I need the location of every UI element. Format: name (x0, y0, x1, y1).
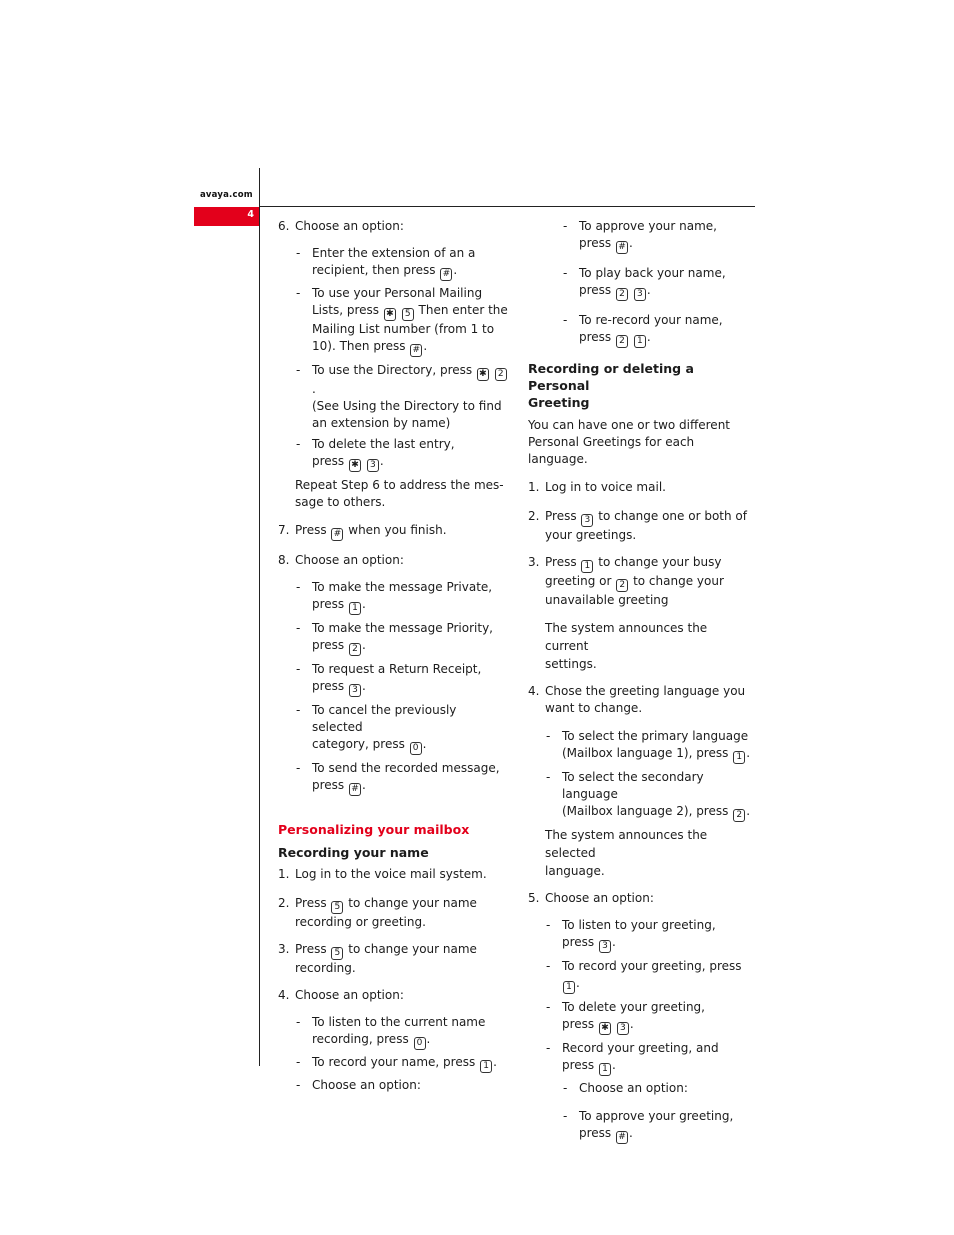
option-text: Mailing List number (from 1 to (312, 322, 495, 336)
step-text: Press (295, 896, 327, 910)
dash: - (296, 1015, 301, 1029)
step-text: to change your (633, 574, 724, 588)
punct: . (629, 1017, 634, 1031)
greeting-step-3 (528, 554, 754, 609)
dash: - (296, 363, 301, 377)
punct: . (646, 330, 651, 344)
key-5: 5 (402, 308, 414, 321)
punct: . (612, 935, 616, 949)
key-3: 3 (634, 288, 646, 301)
option-text: To play back your name, (579, 266, 726, 280)
option-text: To approve your greeting, (579, 1109, 734, 1123)
punct: . (423, 339, 428, 353)
punct: . (379, 454, 384, 468)
step-text: Choose an option: (545, 891, 654, 905)
dash: - (563, 219, 568, 233)
option-text: press (579, 236, 612, 250)
dash: - (296, 286, 301, 300)
option-private (278, 579, 510, 615)
heading-text: Recording or deleting a Personal (528, 361, 694, 393)
option-text: To re-record your name, (579, 313, 723, 327)
option-text: 10). Then press (312, 339, 406, 353)
key-hash: # (331, 528, 343, 541)
option-text: To use your Personal Mailing (312, 286, 483, 300)
step-7 (278, 522, 510, 541)
key-star: ✱ (599, 1022, 611, 1035)
punct: . (746, 804, 751, 818)
note-text: language. (545, 864, 605, 878)
key-hash: # (440, 268, 452, 281)
current-settings-note (528, 619, 754, 673)
option-send-message (278, 760, 510, 796)
option-text: Then enter the (418, 303, 508, 317)
step-number: 7. (278, 523, 290, 537)
step-number: 3. (278, 942, 290, 956)
step-text: Press (295, 523, 327, 537)
intro-text: You can have one or two different (528, 418, 731, 432)
key-1: 1 (349, 602, 361, 615)
step-text: Choose an option: (295, 219, 404, 233)
option-text: press (579, 283, 612, 297)
option-text: an extension by name) (312, 416, 451, 430)
punct: . (576, 976, 580, 990)
key-star: ✱ (384, 308, 396, 321)
selected-language-note (528, 826, 754, 880)
punct: . (493, 1055, 497, 1069)
option-mailing-lists (278, 285, 510, 357)
dash: - (546, 729, 551, 743)
option-text: Choose an option: (579, 1081, 688, 1095)
option-directory (278, 362, 510, 432)
punct: . (362, 597, 366, 611)
subsection-title: Recording your name (278, 845, 429, 860)
dash: - (296, 580, 301, 594)
option-text: press (562, 1058, 595, 1072)
key-3: 3 (367, 459, 379, 472)
option-text: To record your greeting, press (562, 959, 742, 973)
key-2: 2 (349, 643, 361, 656)
option-listen-name (278, 1014, 510, 1050)
step-text: Press (545, 509, 577, 523)
punct: . (612, 1058, 616, 1072)
punct: . (629, 236, 633, 250)
name-step-1 (278, 866, 510, 883)
option-text: press (579, 330, 612, 344)
name-step-4 (278, 987, 510, 1004)
option-text: Record your greeting, and (562, 1041, 719, 1055)
option-text: Enter the extension of an a (312, 246, 476, 260)
option-text: press (562, 1017, 595, 1031)
option-text: To select the primary language (562, 729, 749, 743)
dash: - (546, 770, 551, 784)
option-return-receipt (278, 661, 510, 697)
key-1: 1 (480, 1060, 492, 1073)
step-text: to change your name (348, 942, 477, 956)
name-step-2 (278, 895, 510, 931)
key-2: 2 (616, 579, 628, 592)
dash: - (563, 313, 568, 327)
key-1: 1 (599, 1063, 611, 1076)
key-star: ✱ (477, 368, 489, 381)
greeting-step-5 (528, 890, 754, 907)
dash: - (546, 959, 551, 973)
step-number: 2. (528, 509, 540, 523)
option-listen-greeting (528, 917, 754, 953)
option-text: To record your name, press (312, 1055, 476, 1069)
step-number: 5. (528, 891, 540, 905)
option-play-back-name (528, 265, 754, 301)
dash: - (546, 1000, 551, 1014)
option-text: recording, press (312, 1032, 409, 1046)
option-enter-extension (278, 245, 510, 281)
step-text: to change one or both of (598, 509, 747, 523)
step-text: your greetings. (545, 528, 637, 542)
step-text: Choose an option: (295, 553, 404, 567)
dash: - (296, 761, 301, 775)
step-text: recording. (295, 961, 356, 975)
intro-text: Personal Greetings for each language. (528, 435, 695, 466)
dash: - (296, 1055, 301, 1069)
note-text: settings. (545, 657, 597, 671)
step-text: to change your name (348, 896, 477, 910)
option-choose (278, 1077, 510, 1094)
option-text: press (562, 935, 595, 949)
header-rule (259, 206, 755, 207)
option-text: (See Using the Directory to find (312, 399, 502, 413)
option-re-record-name (528, 312, 754, 348)
option-text: To select the secondary language (562, 770, 704, 801)
punct: . (453, 263, 458, 277)
note-text: Repeat Step 6 to address the mes- (295, 478, 504, 492)
option-text: press (312, 778, 345, 792)
step-text: Chose the greeting language you (545, 684, 746, 698)
key-star: ✱ (349, 459, 361, 472)
dash: - (296, 246, 301, 260)
dash: - (546, 1041, 551, 1055)
section-title: Personalizing your mailbox (278, 822, 470, 837)
punct: . (362, 638, 366, 652)
option-text: To listen to your greeting, (562, 918, 716, 932)
step-text: to change your busy (598, 555, 722, 569)
dash: - (563, 266, 568, 280)
option-delete-greeting (528, 999, 754, 1035)
option-text: Lists, press (312, 303, 380, 317)
key-2: 2 (616, 335, 628, 348)
step-number: 3. (528, 555, 540, 569)
heading-text: Greeting (528, 395, 590, 410)
step-text: recording or greeting. (295, 915, 426, 929)
key-hash: # (616, 1131, 628, 1144)
key-1: 1 (581, 560, 593, 573)
step-6 (278, 218, 510, 235)
option-text: press (579, 1126, 612, 1140)
key-3: 3 (599, 940, 611, 953)
dash: - (296, 662, 301, 676)
option-record-name (278, 1054, 510, 1073)
greeting-heading (528, 360, 754, 411)
key-0: 0 (414, 1037, 426, 1050)
note-text: The system announces the current (545, 621, 708, 653)
option-text: To approve your name, (579, 219, 717, 233)
dash: - (563, 1081, 568, 1095)
option-secondary-language (528, 769, 754, 822)
step-number: 8. (278, 553, 290, 567)
punct: . (746, 746, 751, 760)
step-text: greeting or (545, 574, 612, 588)
step-text: Press (545, 555, 577, 569)
step-number: 2. (278, 896, 290, 910)
key-hash: # (616, 241, 628, 254)
step-text: when you finish. (348, 523, 447, 537)
option-approve-name (528, 218, 754, 254)
option-text: press (312, 597, 345, 611)
step-text: Log in to voice mail. (545, 480, 666, 494)
option-delete-entry (278, 436, 510, 472)
dash: - (296, 703, 301, 717)
punct: . (426, 1032, 431, 1046)
punct: . (362, 778, 366, 792)
option-text: (Mailbox language 2), press (562, 804, 729, 818)
note-text: The system announces the selected (545, 828, 708, 860)
key-1: 1 (733, 751, 745, 764)
site-label: avaya.com (200, 190, 253, 200)
dash: - (296, 1078, 301, 1092)
step-text: Choose an option: (295, 988, 404, 1002)
key-2: 2 (733, 809, 745, 822)
repeat-note (278, 477, 510, 511)
option-text: press (312, 679, 345, 693)
step-text: unavailable greeting (545, 593, 669, 607)
option-text: (Mailbox language 1), press (562, 746, 729, 760)
page-number-tab (194, 207, 259, 226)
option-text: press (312, 638, 345, 652)
dash: - (296, 437, 301, 451)
dash: - (563, 1109, 568, 1123)
option-text: To make the message Private, (312, 580, 493, 594)
dash: - (546, 918, 551, 932)
key-3: 3 (349, 684, 361, 697)
key-hash: # (349, 783, 361, 796)
punct: . (629, 1126, 633, 1140)
option-text: To use the Directory, press (312, 363, 473, 377)
option-text: recipient, then press (312, 263, 436, 277)
option-text: To delete the last entry, (312, 437, 455, 451)
option-cancel-category (278, 702, 510, 755)
step-text: Press (295, 942, 327, 956)
page-number: 4 (247, 209, 254, 220)
step-number: 4. (528, 684, 540, 698)
punct: . (362, 679, 366, 693)
note-text: sage to others. (295, 495, 386, 509)
option-text: To send the recorded message, (312, 761, 500, 775)
key-5: 5 (331, 947, 343, 960)
option-text: To listen to the current name (312, 1015, 486, 1029)
right-column (528, 218, 754, 1144)
dash: - (296, 621, 301, 635)
left-column (278, 218, 510, 1094)
punct: . (312, 382, 316, 396)
step-number: 6. (278, 219, 290, 233)
option-approve-greeting (528, 1108, 754, 1144)
option-record-and-press (528, 1040, 754, 1076)
greeting-step-4 (528, 683, 754, 717)
key-3: 3 (581, 514, 593, 527)
margin-rule-vertical (259, 168, 260, 1066)
option-primary-language (528, 728, 754, 764)
option-text: To request a Return Receipt, (312, 662, 482, 676)
punct: . (422, 737, 427, 751)
greeting-step-2 (528, 508, 754, 544)
step-number: 1. (528, 480, 540, 494)
key-1: 1 (634, 335, 646, 348)
step-text: want to change. (545, 701, 643, 715)
option-text: To cancel the previously selected (312, 703, 457, 734)
key-3: 3 (617, 1022, 629, 1035)
name-step-3 (278, 941, 510, 977)
key-5: 5 (331, 901, 343, 914)
step-number: 4. (278, 988, 290, 1002)
option-text: To delete your greeting, (562, 1000, 705, 1014)
key-2: 2 (616, 288, 628, 301)
step-text: Log in to the voice mail system. (295, 867, 487, 881)
punct: . (646, 283, 651, 297)
option-text: Choose an option: (312, 1078, 421, 1092)
key-hash: # (410, 344, 422, 357)
greeting-intro (528, 417, 754, 468)
option-text: To make the message Priority, (312, 621, 493, 635)
option-text: press (312, 454, 345, 468)
greeting-step-1 (528, 479, 754, 496)
key-1: 1 (563, 981, 575, 994)
option-record-greeting (528, 958, 754, 994)
step-8 (278, 552, 510, 569)
option-priority (278, 620, 510, 656)
step-number: 1. (278, 867, 290, 881)
option-text: category, press (312, 737, 405, 751)
key-2: 2 (495, 368, 507, 381)
key-0: 0 (410, 742, 422, 755)
option-choose-nested (528, 1080, 754, 1097)
